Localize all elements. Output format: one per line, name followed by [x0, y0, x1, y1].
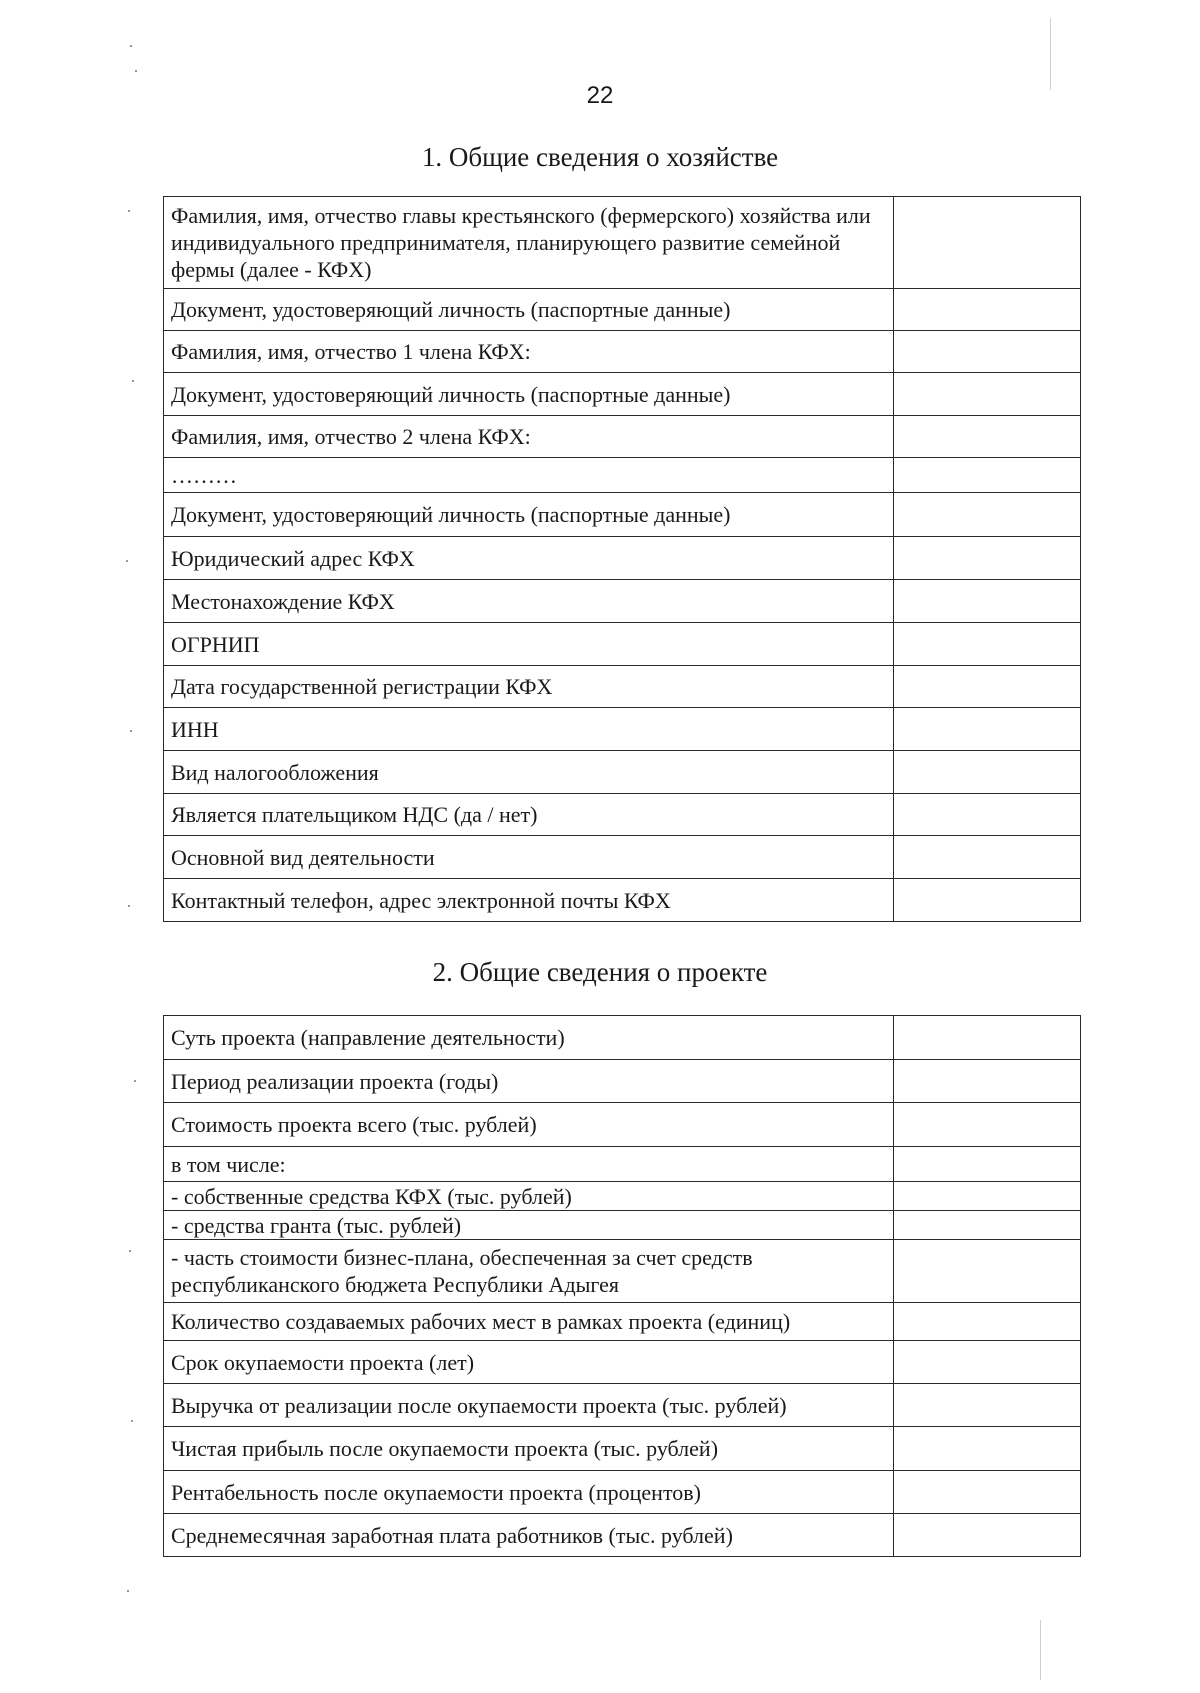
value-cell[interactable] [894, 416, 1081, 458]
table-row [164, 458, 1081, 493]
row-label: Фамилия, имя, отчество главы крестьянского (фермерского) хозяйства или индивидуального предпринимателя, планирующего развитие семейной фермы (далее - КФХ) [164, 197, 894, 289]
row-label: Контактный телефон, адрес электронной почты КФХ [164, 879, 894, 922]
value-cell[interactable] [894, 373, 1081, 416]
table-row [164, 580, 1081, 623]
row-label: Дата государственной регистрации КФХ [164, 666, 894, 708]
scan-speck [126, 560, 128, 562]
table-row [164, 537, 1081, 580]
scan-speck [128, 210, 130, 212]
row-label: Фамилия, имя, отчество 2 члена КФХ: [164, 416, 894, 458]
row-label: - собственные средства КФХ (тыс. рублей) [164, 1182, 894, 1211]
row-label: Местонахождение КФХ [164, 580, 894, 623]
row-label: ОГРНИП [164, 623, 894, 666]
table-row [164, 1471, 1081, 1514]
row-label: Документ, удостоверяющий личность (паспортные данные) [164, 493, 894, 537]
table-row [164, 289, 1081, 331]
row-label: Период реализации проекта (годы) [164, 1060, 894, 1103]
scan-speck [131, 1420, 133, 1422]
scan-speck [127, 1590, 129, 1592]
row-label: Вид налогообложения [164, 751, 894, 794]
row-label: Суть проекта (направление деятельности) [164, 1016, 894, 1060]
row-label: Выручка от реализации после окупаемости проекта (тыс. рублей) [164, 1384, 894, 1427]
row-label: Рентабельность после окупаемости проекта (процентов) [164, 1471, 894, 1514]
value-cell[interactable] [894, 751, 1081, 794]
value-cell[interactable] [894, 1384, 1081, 1427]
scan-artifact [1040, 1620, 1041, 1680]
table-row [164, 666, 1081, 708]
table-row [164, 1103, 1081, 1147]
table-row [164, 373, 1081, 416]
project-info-table [163, 1015, 1081, 1557]
value-cell[interactable] [894, 1427, 1081, 1471]
value-cell[interactable] [894, 1303, 1081, 1341]
table-row [164, 708, 1081, 751]
table-row [164, 1147, 1081, 1182]
table-row [164, 794, 1081, 836]
section-1-title: 1. Общие сведения о хозяйстве [421, 142, 779, 172]
row-label: Документ, удостоверяющий личность (паспортные данные) [164, 373, 894, 416]
row-label: Основной вид деятельности [164, 836, 894, 879]
scan-speck [130, 730, 132, 732]
value-cell[interactable] [894, 666, 1081, 708]
section-2-title: 2. Общие сведения о проекте [432, 957, 768, 987]
scan-speck [129, 1250, 131, 1252]
row-label: - часть стоимости бизнес-плана, обеспеченная за счет средств республиканского бюджета Республики Адыгея [164, 1240, 894, 1303]
value-cell[interactable] [894, 1341, 1081, 1384]
value-cell[interactable] [894, 836, 1081, 879]
value-cell[interactable] [894, 1060, 1081, 1103]
table-row [164, 623, 1081, 666]
table-row [164, 493, 1081, 537]
row-label: Стоимость проекта всего (тыс. рублей) [164, 1103, 894, 1147]
value-cell[interactable] [894, 1211, 1081, 1240]
page-number: 22 [586, 82, 614, 109]
row-label: Фамилия, имя, отчество 1 члена КФХ: [164, 331, 894, 373]
value-cell[interactable] [894, 1471, 1081, 1514]
row-label: Срок окупаемости проекта (лет) [164, 1341, 894, 1384]
value-cell[interactable] [894, 708, 1081, 751]
value-cell[interactable] [894, 580, 1081, 623]
value-cell[interactable] [894, 879, 1081, 922]
table-row [164, 1514, 1081, 1557]
table-row [164, 1341, 1081, 1384]
table-row [164, 1303, 1081, 1341]
row-label: ИНН [164, 708, 894, 751]
table-row [164, 1016, 1081, 1060]
value-cell[interactable] [894, 1147, 1081, 1182]
table-row [164, 1384, 1081, 1427]
value-cell[interactable] [894, 794, 1081, 836]
table-row [164, 1240, 1081, 1303]
table-row [164, 1060, 1081, 1103]
row-label: Количество создаваемых рабочих мест в рамках проекта (единиц) [164, 1303, 894, 1341]
row-label: ……… [164, 458, 894, 493]
table-row [164, 836, 1081, 879]
value-cell[interactable] [894, 1182, 1081, 1211]
row-label: Среднемесячная заработная плата работников (тыс. рублей) [164, 1514, 894, 1557]
value-cell[interactable] [894, 1103, 1081, 1147]
value-cell[interactable] [894, 623, 1081, 666]
row-label: Юридический адрес КФХ [164, 537, 894, 580]
table-row [164, 416, 1081, 458]
scan-speck [134, 1080, 136, 1082]
farm-info-table [163, 196, 1081, 922]
value-cell[interactable] [894, 537, 1081, 580]
row-label: Чистая прибыль после окупаемости проекта (тыс. рублей) [164, 1427, 894, 1471]
table-row [164, 197, 1081, 289]
table-row [164, 879, 1081, 922]
value-cell[interactable] [894, 493, 1081, 537]
value-cell[interactable] [894, 1016, 1081, 1060]
table-row [164, 331, 1081, 373]
value-cell[interactable] [894, 1514, 1081, 1557]
scan-artifact [1050, 18, 1051, 90]
row-label: Является плательщиком НДС (да / нет) [164, 794, 894, 836]
row-label: - средства гранта (тыс. рублей) [164, 1211, 894, 1240]
value-cell[interactable] [894, 1240, 1081, 1303]
value-cell[interactable] [894, 331, 1081, 373]
table-row [164, 751, 1081, 794]
scan-speck [130, 45, 132, 47]
scan-speck [132, 380, 134, 382]
scan-speck [128, 905, 130, 907]
table-row [164, 1211, 1081, 1240]
row-label: Документ, удостоверяющий личность (паспортные данные) [164, 289, 894, 331]
value-cell[interactable] [894, 197, 1081, 289]
scan-speck [135, 70, 137, 72]
value-cell[interactable] [894, 458, 1081, 493]
table-row [164, 1182, 1081, 1211]
value-cell[interactable] [894, 289, 1081, 331]
row-label: в том числе: [164, 1147, 894, 1182]
table-row [164, 1427, 1081, 1471]
